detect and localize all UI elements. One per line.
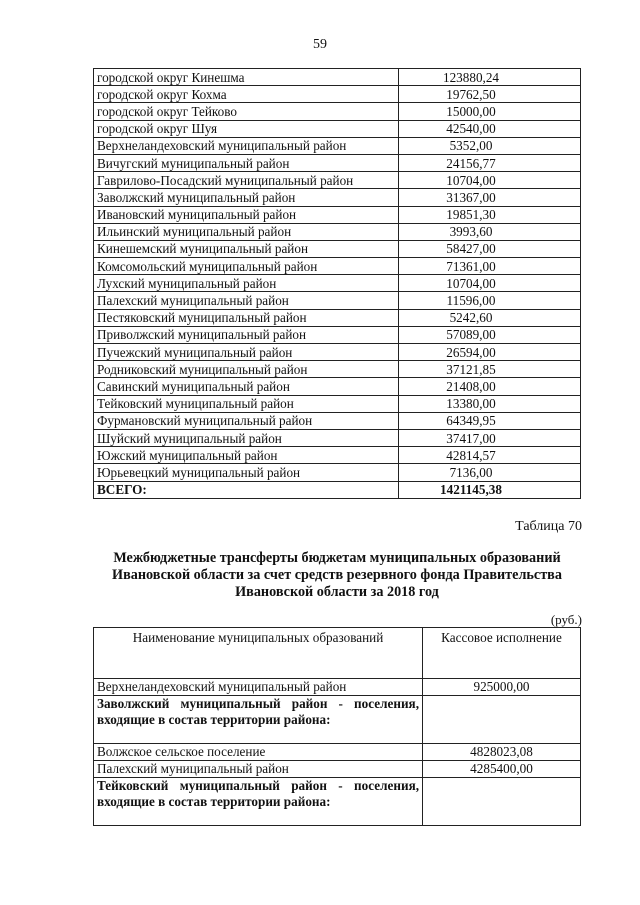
table-row <box>94 464 581 481</box>
group-row <box>94 696 581 744</box>
amount-value: 42540,00 <box>399 120 581 137</box>
municipality-name: Тейковский муниципальный район - поселения, входящие в состав территории района: <box>94 778 423 826</box>
table-row <box>94 378 581 395</box>
amount-value: 64349,95 <box>399 412 581 429</box>
table-heading: Межбюджетные трансферты бюджетам муниципальных образований Ивановской области за счет средств резервного фонда Правительства Ивановской области за 2018 год <box>112 550 562 600</box>
amount-value: 10704,00 <box>399 275 581 292</box>
municipality-name: Тейковский муниципальный район <box>94 395 399 412</box>
municipality-name: городской округ Шуя <box>94 120 399 137</box>
table-row <box>94 120 581 137</box>
total-value: 1421145,38 <box>399 481 581 498</box>
municipality-name: городской округ Кинешма <box>94 69 399 86</box>
amount-value: 10704,00 <box>399 172 581 189</box>
municipality-name: Гаврилово-Посадский муниципальный район <box>94 172 399 189</box>
table-row <box>94 412 581 429</box>
municipality-name: Ильинский муниципальный район <box>94 223 399 240</box>
municipality-name: Лухский муниципальный район <box>94 275 399 292</box>
table-row <box>94 761 581 778</box>
table-row <box>94 344 581 361</box>
amount-value: 3993,60 <box>399 223 581 240</box>
amount-value: 26594,00 <box>399 344 581 361</box>
column-header-name: Наименование муниципальных образований <box>94 628 423 679</box>
municipality-name: Юрьевецкий муниципальный район <box>94 464 399 481</box>
municipality-name: Верхнеландеховский муниципальный район <box>94 679 423 696</box>
amount-value: 4828023,08 <box>423 744 581 761</box>
table-row <box>94 361 581 378</box>
amount-value: 24156,77 <box>399 154 581 171</box>
municipality-name: Фурмановский муниципальный район <box>94 412 399 429</box>
municipality-name: Родниковский муниципальный район <box>94 361 399 378</box>
amount-value: 123880,24 <box>399 69 581 86</box>
amount-value <box>423 778 581 826</box>
municipality-name: городской округ Кохма <box>94 86 399 103</box>
amount-value: 71361,00 <box>399 258 581 275</box>
table-row <box>94 258 581 275</box>
table-row <box>94 189 581 206</box>
reserve-fund-table <box>93 627 581 826</box>
municipality-name: Ивановский муниципальный район <box>94 206 399 223</box>
municipality-name: Вичугский муниципальный район <box>94 154 399 171</box>
amount-value: 925000,00 <box>423 679 581 696</box>
table-row <box>94 206 581 223</box>
municipality-name: Южский муниципальный район <box>94 447 399 464</box>
total-label: ВСЕГО: <box>94 481 399 498</box>
amount-value: 21408,00 <box>399 378 581 395</box>
unit-label: (руб.) <box>550 612 582 627</box>
table-label: Таблица 70 <box>515 519 582 534</box>
amount-value: 19851,30 <box>399 206 581 223</box>
amount-value: 37121,85 <box>399 361 581 378</box>
column-header-value: Кассовое исполнение <box>423 628 581 679</box>
amount-value <box>423 696 581 744</box>
municipality-name: Шуйский муниципальный район <box>94 429 399 446</box>
amount-value: 58427,00 <box>399 240 581 257</box>
municipality-name: Кинешемский муниципальный район <box>94 240 399 257</box>
amount-value: 57089,00 <box>399 326 581 343</box>
total-row <box>94 481 581 498</box>
amount-value: 37417,00 <box>399 429 581 446</box>
transfers-table <box>93 68 581 499</box>
municipality-name: Пучежский муниципальный район <box>94 344 399 361</box>
table-row <box>94 679 581 696</box>
table-row <box>94 154 581 171</box>
amount-value: 13380,00 <box>399 395 581 412</box>
table-row <box>94 223 581 240</box>
municipality-name: Приволжский муниципальный район <box>94 326 399 343</box>
amount-value: 4285400,00 <box>423 761 581 778</box>
table-row <box>94 137 581 154</box>
table-row <box>94 429 581 446</box>
table-row <box>94 240 581 257</box>
amount-value: 7136,00 <box>399 464 581 481</box>
municipality-name: Палехский муниципальный район <box>94 761 423 778</box>
amount-value: 19762,50 <box>399 86 581 103</box>
municipality-name: городской округ Тейково <box>94 103 399 120</box>
table-row <box>94 172 581 189</box>
table-row <box>94 395 581 412</box>
table-row <box>94 744 581 761</box>
amount-value: 15000,00 <box>399 103 581 120</box>
table-row <box>94 292 581 309</box>
municipality-name: Заволжский муниципальный район - поселения, входящие в состав территории района: <box>94 696 423 744</box>
table-row <box>94 103 581 120</box>
group-row <box>94 778 581 826</box>
municipality-name: Палехский муниципальный район <box>94 292 399 309</box>
page-number: 59 <box>313 37 327 52</box>
municipality-name: Савинский муниципальный район <box>94 378 399 395</box>
municipality-name: Заволжский муниципальный район <box>94 189 399 206</box>
amount-value: 5242,60 <box>399 309 581 326</box>
amount-value: 5352,00 <box>399 137 581 154</box>
table-row <box>94 86 581 103</box>
amount-value: 11596,00 <box>399 292 581 309</box>
municipality-name: Комсомольский муниципальный район <box>94 258 399 275</box>
amount-value: 31367,00 <box>399 189 581 206</box>
municipality-name: Волжское сельское поселение <box>94 744 423 761</box>
municipality-name: Пестяковский муниципальный район <box>94 309 399 326</box>
table-header-row <box>94 628 581 679</box>
table-row <box>94 275 581 292</box>
table-row <box>94 309 581 326</box>
table-row <box>94 69 581 86</box>
amount-value: 42814,57 <box>399 447 581 464</box>
table-row <box>94 447 581 464</box>
municipality-name: Верхнеландеховский муниципальный район <box>94 137 399 154</box>
table-row <box>94 326 581 343</box>
